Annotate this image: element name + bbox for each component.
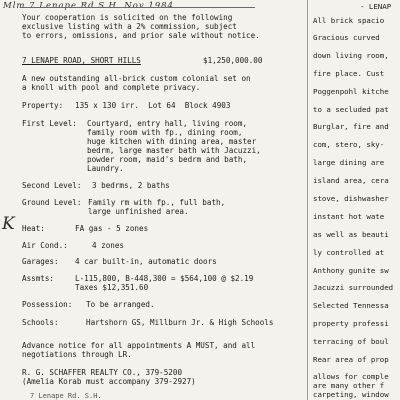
listing-price: $1,250,000.00	[203, 56, 263, 65]
footer-clipped-text: 7 Lenape Rd. S.H.	[30, 392, 102, 400]
right-column-line: allows for comple	[313, 372, 389, 381]
intro-line: to errors, omissions, and prior sale without notice.	[22, 31, 260, 40]
first-level-line: huge kitchen with dining area, master	[87, 137, 257, 146]
garages-value: 4 car built-in, automatic doors	[75, 257, 217, 266]
right-column-line: instant hot wate	[313, 212, 385, 221]
listing-address: 7 LENAPE ROAD, SHORT HILLS	[22, 56, 141, 65]
advance-notice-line: Advance notice for all appointments A MUST, and all	[22, 341, 256, 350]
schools-label: Schools:	[22, 318, 59, 327]
right-column-line: Gracious curved	[313, 33, 380, 42]
heat-label: Heat:	[22, 224, 45, 233]
second-level-label: Second Level:	[22, 181, 82, 190]
right-column-line: down living room,	[313, 51, 389, 60]
right-column-line: Burglar, fire and	[313, 122, 389, 131]
property-label: Property:	[22, 101, 64, 110]
right-column-line: fire place. Cust	[313, 69, 385, 78]
right-column-header: - LENAP	[360, 2, 392, 11]
air-cond-label: Air Cond.:	[22, 241, 68, 250]
intro-line: Your cooperation is solicited on the following	[22, 13, 233, 22]
intro-line: exclusive listing with a 2% commission, subject	[22, 22, 237, 31]
right-column-line: Anthony gunite sw	[313, 266, 389, 275]
first-level-line: family room with fp., dining room,	[87, 128, 243, 137]
schools-value: Hartshorn GS, Millburn Jr. & High Schools	[86, 318, 274, 327]
right-column-line: as well as beauti	[313, 230, 389, 239]
air-cond-value: 4 zones	[92, 241, 125, 250]
ground-level-line: Family rm with fp., full bath,	[88, 198, 226, 207]
right-column-line: Selected Tennessa	[313, 301, 389, 310]
first-level-line: bedrm, large master bath with Jacuzzi,	[87, 146, 261, 155]
first-level-line: Courtyard, entry hall, living room,	[87, 119, 248, 128]
right-column-line: large dining are	[313, 158, 385, 167]
description-line: a knoll with pool and complete privacy.	[22, 83, 201, 92]
first-level-label: First Level:	[22, 119, 77, 128]
heat-value: FA gas - 5 zones	[75, 224, 149, 233]
first-level-line: powder room, maid's bedrm and bath,	[87, 155, 248, 164]
possession-value: To be arranged.	[86, 300, 155, 309]
handwritten-margin-mark: K	[2, 214, 15, 234]
handwritten-note: Mlm 7 Lenape Rd S.H. Nov 1984	[3, 1, 174, 11]
description-line: A new outstanding all-brick custom colonial set on	[22, 74, 251, 83]
right-column-line: com, stero, sky-	[313, 140, 385, 149]
right-column-line: ly controlled at	[313, 248, 385, 257]
agency-contact: (Amelia Korab must accompany 379-2927)	[22, 377, 196, 386]
ground-level-label: Ground Level:	[22, 198, 82, 207]
right-column-line: Poggenpohl kitche	[313, 87, 389, 96]
advance-notice-line: negotiations through LR.	[22, 350, 132, 359]
property-value: 135 x 130 irr. Lot 64 Block 4903	[75, 101, 231, 110]
agency-name: R. G. SCHAFFER REALTY CO., 379-5200	[22, 368, 183, 377]
right-column-line: Jacuzzi surrounded	[313, 283, 394, 292]
assessments-label: Assmts:	[22, 274, 55, 283]
first-level-line: Laundry.	[87, 164, 124, 173]
right-column-line: Rear area of prop	[313, 355, 389, 364]
garages-label: Garages:	[22, 257, 59, 266]
column-divider	[307, 0, 308, 400]
right-column-line: carpeting, window	[313, 390, 389, 399]
handwritten-underline	[20, 7, 255, 8]
second-level-value: 3 bedrms, 2 baths	[92, 181, 170, 190]
possession-label: Possession:	[22, 300, 73, 309]
right-column-line: terracing of boul	[313, 337, 389, 346]
ground-level-line: large unfinished area.	[88, 207, 189, 216]
right-column-line: All brick spacio	[313, 16, 385, 25]
right-column-line: island area, cera	[313, 176, 389, 185]
right-column-line: are many other f	[313, 381, 385, 390]
taxes-line: Taxes $12,351.60	[75, 283, 149, 292]
right-column-line: property professi	[313, 319, 389, 328]
assessments-line: L-115,800, B-448,300 = $564,100 @ $2.19	[75, 274, 254, 283]
right-column-line: stove, dishwasher	[313, 194, 389, 203]
right-column-line: to a secluded pat	[313, 105, 389, 114]
